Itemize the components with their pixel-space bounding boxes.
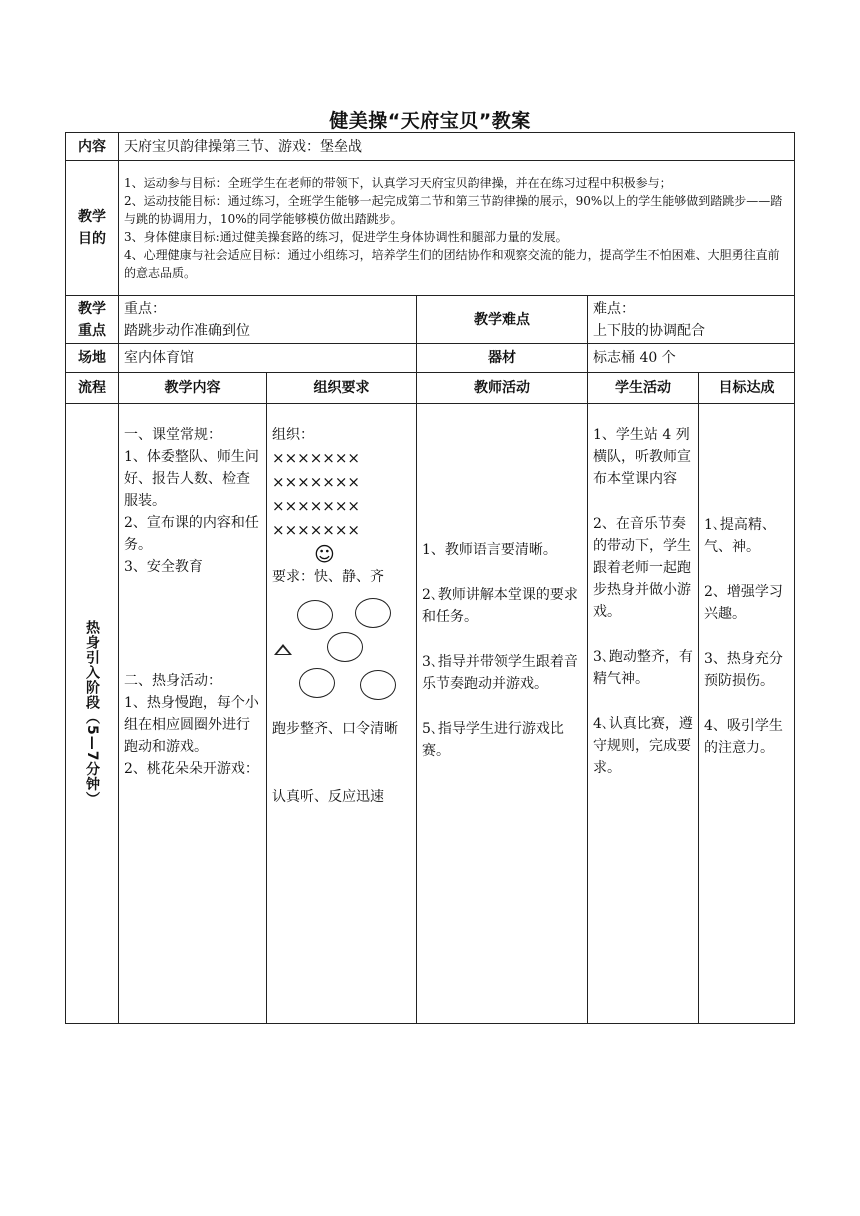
student-line: 3､跑动整齐，有精气神。 [593, 649, 693, 687]
organization-note: 认真听、反应迅速 [272, 789, 384, 805]
goal-item: 4、心理健康与社会适应目标：通过小组练习，培养学生们的团结协作和观察交流的能力，提高学生不怕困难、大胆勇往直前的意志品质。 [124, 248, 780, 280]
row-key-points [66, 296, 795, 344]
header-teacher-activity: 教师活动 [417, 373, 588, 404]
row-venue [66, 344, 795, 373]
content-line: 一、课堂常规： [124, 427, 222, 443]
organization-label: 组织： [272, 427, 314, 443]
key-points-value: 重点： 踏跳步动作准确到位 [119, 296, 417, 344]
stage-label-cell [66, 404, 119, 1024]
goal-line: 2、增强学习兴趣。 [704, 584, 783, 622]
teacher-line: 5､指导学生进行游戏比赛。 [422, 721, 564, 759]
goal-line: 3、热身充分预防损伤。 [704, 651, 783, 689]
row-goals [66, 161, 795, 296]
header-student-activity: 学生活动 [588, 373, 699, 404]
circle-shape [327, 632, 363, 662]
content-value: 天府宝贝韵律操第三节、游戏：堡垒战 [119, 133, 795, 161]
circle-shape [355, 598, 391, 628]
content-line: 2、桃花朵朵开游戏： [124, 761, 259, 777]
venue-value: 室内体育馆 [119, 344, 417, 373]
lesson-plan-table [65, 132, 795, 1024]
header-organization: 组织要求 [267, 373, 417, 404]
circle-shape [297, 600, 333, 630]
content-line: 二、热身活动： [124, 673, 222, 689]
label-venue: 场地 [66, 344, 119, 373]
content-line: 2、宣布课的内容和任务。 [124, 515, 259, 553]
goal-line: 4、吸引学生的注意力。 [704, 718, 783, 756]
teacher-line: 3､指导并带领学生跟着音乐节奏跑动并游戏。 [422, 654, 578, 692]
content-line: 1、体委整队、师生问好、报告人数、检查服装。 [124, 449, 259, 509]
label-content: 内容 [66, 133, 119, 161]
student-line: 1、学生站 4 列横队，听教师宣布本堂课内容 [593, 427, 691, 487]
stage-label: 热身引入阶段（5—7分钟） [84, 620, 100, 807]
goal-item: 3、身体健康目标:通过健美操套路的练习，促进学生身体协调性和腿部力量的发展。 [124, 230, 568, 244]
teacher-triangle-icon [274, 644, 292, 655]
label-equipment: 器材 [417, 344, 588, 373]
equipment-value: 标志桶 40 个 [588, 344, 795, 373]
goal-achievement-cell [699, 404, 795, 1024]
document-title: 健美操“天府宝贝”教案 [329, 110, 531, 132]
teacher-line: 2､教师讲解本堂课的要求和任务。 [422, 587, 578, 625]
teacher-activity-cell [417, 404, 588, 1024]
student-line: 4､认真比赛，遵守规则，完成要求。 [593, 716, 693, 776]
circle-shape [360, 670, 396, 700]
formation-row: ××××××× [272, 497, 360, 515]
student-line: 2、在音乐节奏的带动下，学生跟着老师一起跑步热身并做小游戏。 [593, 516, 691, 620]
formation-row: ××××××× [272, 521, 360, 539]
header-teaching-content: 教学内容 [119, 373, 267, 404]
goals-list [119, 161, 795, 296]
teaching-content-cell [119, 404, 267, 1024]
organization-requirement: 要求：快、静、齐 [272, 569, 384, 585]
content-line: 3、安全教育 [124, 559, 203, 575]
goal-item: 1、运动参与目标：全班学生在老师的带领下，认真学习天府宝贝韵律操，并在在练习过程中积极参与； [124, 176, 672, 190]
label-goals: 教学 目的 [66, 161, 119, 296]
organization-note: 跑步整齐、口令清晰 [272, 721, 398, 737]
teacher-line: 1、教师语言要清晰。 [422, 542, 557, 558]
header-process: 流程 [66, 373, 119, 404]
label-key-points: 教学 重点 [66, 296, 119, 344]
content-line: 1、热身慢跑，每个小组在相应圆圈外进行跑动和游戏。 [124, 695, 259, 755]
goal-item: 2、运动技能目标：通过练习，全班学生能够一起完成第二节和第三节韵律操的展示，90%以上的学生能够做到踏跳步——踏与跳的协调用力，10%的同学能够模仿做出踏跳步。 [124, 194, 783, 226]
formation-row: ××××××× [272, 473, 360, 491]
row-headers [66, 373, 795, 404]
formation-row: ××××××× [272, 449, 360, 467]
teacher-smiley-icon: ☺ [314, 542, 335, 566]
header-goal-achievement: 目标达成 [699, 373, 795, 404]
row-content [66, 133, 795, 161]
student-activity-cell [588, 404, 699, 1024]
row-warmup-stage [66, 404, 795, 1024]
organization-cell [267, 404, 417, 1024]
game-circles-diagram [272, 594, 412, 704]
difficulty-value: 难点： 上下肢的协调配合 [588, 296, 795, 344]
label-difficulty: 教学难点 [417, 296, 588, 344]
goal-line: 1､提高精、气、神。 [704, 517, 776, 555]
circle-shape [299, 668, 335, 698]
